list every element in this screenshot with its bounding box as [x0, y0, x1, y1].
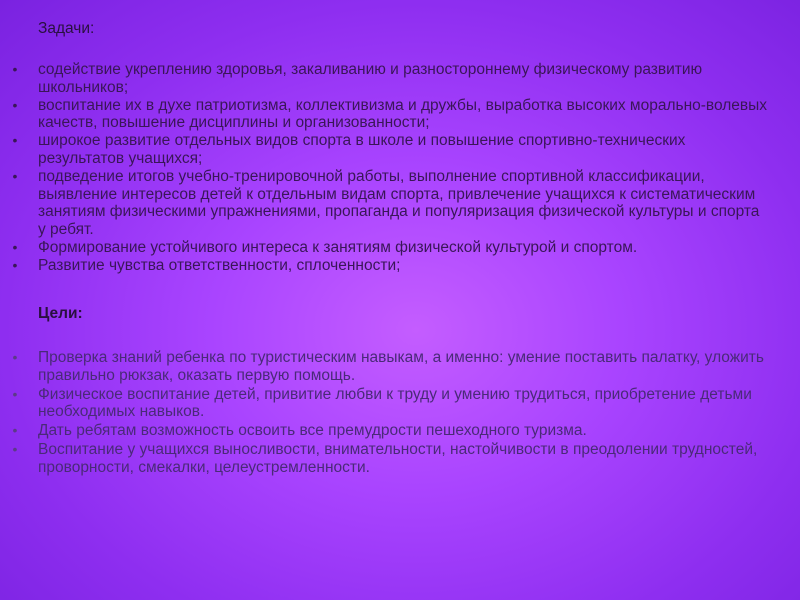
list-item: [0, 168, 770, 239]
bullet-icon: •: [12, 61, 18, 77]
list-item: [0, 132, 770, 168]
list-item: [0, 97, 770, 133]
list-item: [0, 386, 770, 422]
list-item-text: широкое развитие отдельных видов спорта в школе и повышение спортивно-технических результатов учащихся;: [38, 132, 686, 167]
list-item: [0, 422, 770, 440]
list-item-text: Физическое воспитание детей, привитие любви к труду и умению трудиться, приобретение детьми необходимых навыков.: [38, 385, 752, 421]
bullet-icon: •: [12, 440, 18, 457]
goals-heading: Цели:: [38, 305, 83, 322]
list-item: [0, 257, 770, 275]
list-item-text: подведение итогов учебно-тренировочной работы, выполнение спортивной классификации, выявление интересов детей к отдельным видам спорта, привлечение учащихся к систематическим занятиям физическими упражнениями, пропаганда и популяризация физической культуры и спорта у ребят.: [38, 167, 760, 239]
list-item-text: Проверка знаний ребенка по туристическим навыкам, а именно: умение поставить палатку, уложить правильно рюкзак, оказать первую помощь.: [38, 349, 764, 384]
list-item: [0, 61, 770, 97]
bullet-icon: •: [12, 132, 18, 149]
bullet-icon: •: [12, 385, 18, 402]
bullet-icon: •: [12, 238, 18, 255]
tasks-list: [0, 61, 770, 275]
list-item-text: Формирование устойчивого интереса к занятиям физической культурой и спортом.: [38, 238, 638, 256]
list-item-text: Дать ребятам возможность освоить все премудрости пешеходного туризма.: [38, 422, 587, 440]
list-item: [0, 349, 770, 385]
goals-list: [0, 349, 770, 477]
bullet-icon: •: [12, 422, 18, 439]
bullet-icon: •: [12, 349, 18, 365]
bullet-icon: •: [12, 167, 18, 184]
list-item-text: содействие укреплению здоровья, закаливанию и разностороннему физическому развитию школьников;: [38, 61, 703, 96]
list-item-text: воспитание их в духе патриотизма, коллективизма и дружбы, выработка высоких морально-волевых качеств, повышение дисциплины и организованности;: [38, 96, 768, 132]
list-item-text: Развитие чувства ответственности, сплоченности;: [38, 256, 401, 274]
tasks-heading: Задачи:: [38, 20, 95, 37]
list-item-text: Воспитание у учащихся выносливости, внимательности, настойчивости в преодолении трудностей, проворности, смекалки, целеустремленности.: [38, 440, 758, 476]
list-item: [0, 441, 770, 477]
bullet-icon: •: [12, 256, 18, 273]
bullet-icon: •: [12, 96, 18, 113]
list-item: [0, 239, 770, 257]
